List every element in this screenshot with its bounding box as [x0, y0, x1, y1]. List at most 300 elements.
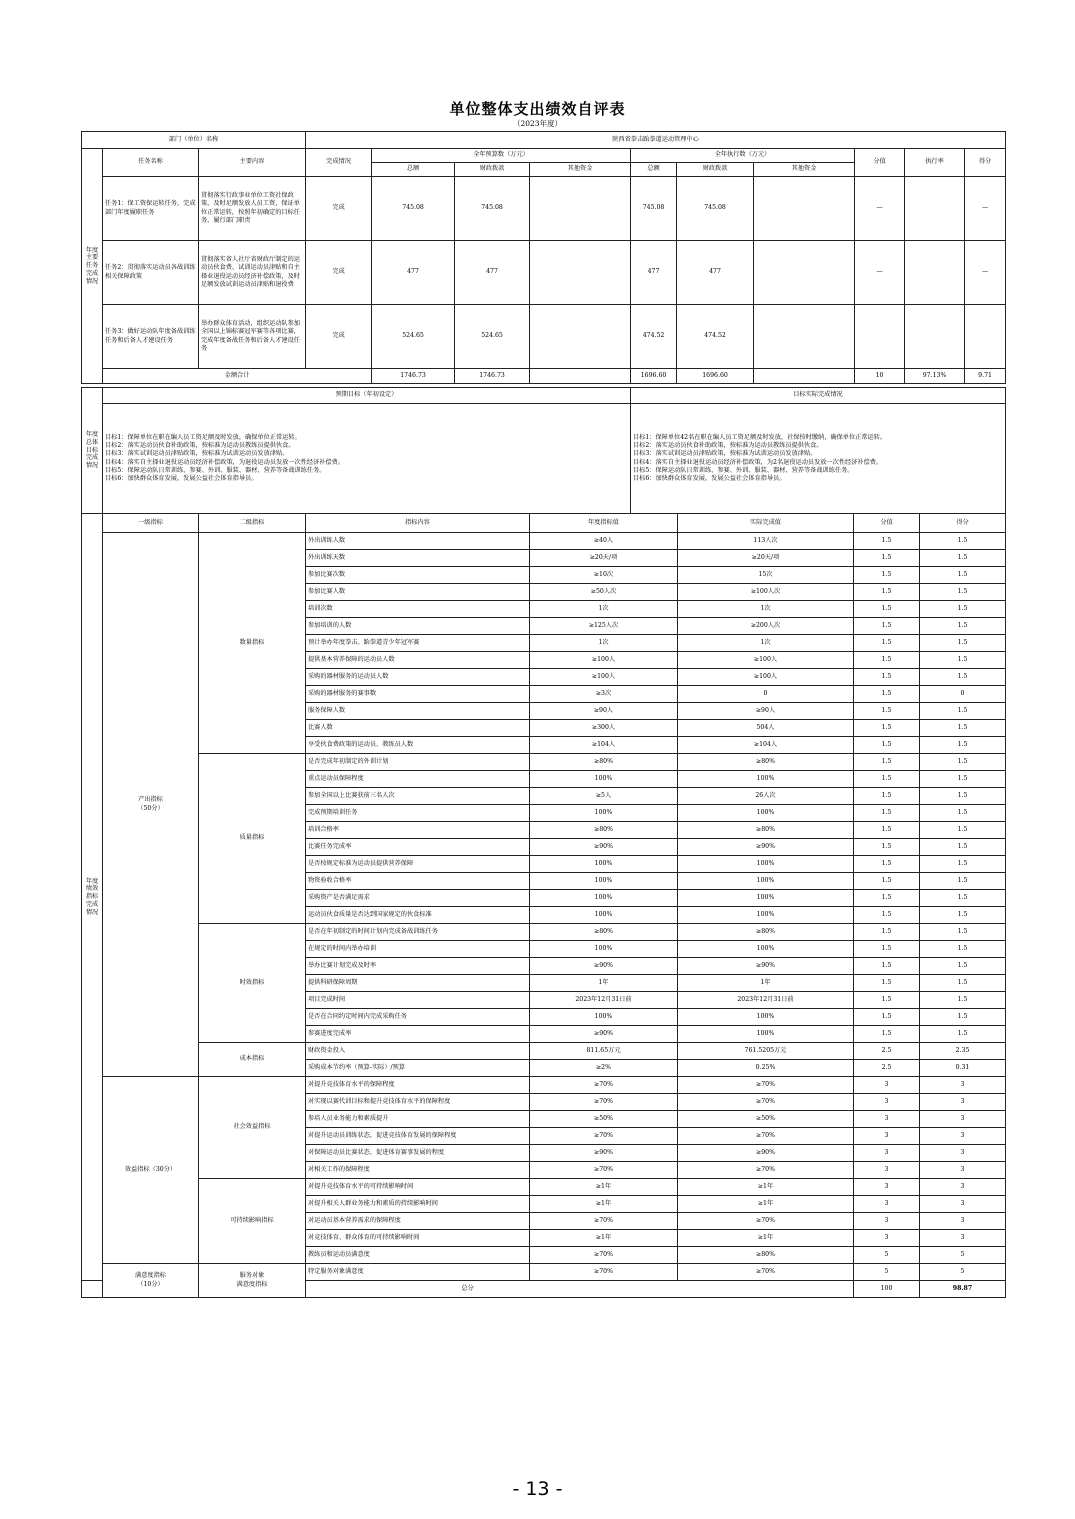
indicator-score: 3 — [920, 1128, 1006, 1145]
indicator-actual: ≥20天/项 — [678, 550, 854, 567]
indicator-actual: 1年 — [678, 975, 854, 992]
indicator-actual: ≥200人次 — [678, 618, 854, 635]
indicator-actual: ≥80% — [678, 924, 854, 941]
amount-total-label: 金额合计 — [103, 369, 372, 384]
task-status: 完成 — [306, 241, 372, 305]
indicator-weight: 1.5 — [854, 941, 920, 958]
indicator-weight: 1.5 — [854, 635, 920, 652]
indicator-score: 1.5 — [920, 601, 1006, 618]
task-score: — — [965, 241, 1006, 305]
indicator-score: 3 — [920, 1111, 1006, 1128]
indicator-content: 提供基本营养保障的运动员人数 — [306, 652, 530, 669]
indicator-score: 1.5 — [920, 992, 1006, 1009]
indicator-target: ≥70% — [530, 1247, 678, 1264]
indicator-score: 3 — [920, 1094, 1006, 1111]
task-exec-total: 745.08 — [631, 177, 677, 241]
amount-budget-fiscal: 1746.73 — [455, 369, 530, 384]
task-content: 贯彻落实行政事业单位工资社保政策，及时足额发放人员工资，保证单位正常运转，按照年初确定的目标任务，履行部门职责 — [199, 177, 306, 241]
indicator-content: 预计举办年度拳击、跆拳道青少年冠军赛 — [306, 635, 530, 652]
indicator-weight: 1.5 — [854, 737, 920, 754]
indicator-content: 参加全国以上比赛获前三名人次 — [306, 788, 530, 805]
indicator-content: 采购的器材服务的运动员人数 — [306, 669, 530, 686]
indicator-weight: 1.5 — [854, 856, 920, 873]
indicator-weight: 1.5 — [854, 618, 920, 635]
indicator-actual: ≥70% — [678, 1094, 854, 1111]
document-year: （2023年度） — [512, 119, 563, 128]
indicator-content: 参赛进度完成率 — [306, 1026, 530, 1043]
indicator-actual: 761.5205万元 — [678, 1043, 854, 1060]
task-name: 任务1：保工资保运转任务，完成部门年度履职任务 — [103, 177, 199, 241]
indicator-target: ≥100人 — [530, 652, 678, 669]
indicator-content: 享受伙食费政策的运动员、教练员人数 — [306, 737, 530, 754]
header-budget-other: 其他资金 — [530, 163, 631, 177]
task-score — [965, 305, 1006, 369]
task-content: 贯彻落实省人社厅省财政厅制定的运动员伙食费、试训运动员津贴和自主择业退役运动员经济补偿政策，及时足额发放试训运动员津贴和退役费 — [199, 241, 306, 305]
amount-weight: 10 — [855, 369, 905, 384]
indicator-target: 100% — [530, 941, 678, 958]
task-exec-other — [754, 177, 855, 241]
indicator-target: 811.65万元 — [530, 1043, 678, 1060]
indicator-row — [82, 533, 1006, 550]
task-name: 任务3：做好运动队年度备战训练任务和后备人才建设任务 — [103, 305, 199, 369]
indicator-actual: ≥90% — [678, 958, 854, 975]
tasks-table — [81, 131, 1006, 384]
indicator-weight: 1.5 — [854, 890, 920, 907]
amount-exec-other — [754, 369, 855, 384]
indicator-weight: 1.5 — [854, 805, 920, 822]
indicator-target: ≥5人 — [530, 788, 678, 805]
indicator-score: 1.5 — [920, 924, 1006, 941]
amount-budget-total: 1746.73 — [372, 369, 455, 384]
indicator-score: 1.5 — [920, 1009, 1006, 1026]
level2-timeliness: 时效指标 — [199, 924, 306, 1043]
document-title: 单位整体支出绩效自评表 — [449, 100, 626, 118]
task-exec-other — [754, 305, 855, 369]
level2-sustain: 可持续影响指标 — [199, 1179, 306, 1264]
amount-exec-fiscal: 1696.60 — [677, 369, 754, 384]
indicator-actual: 100% — [678, 805, 854, 822]
indicator-target: ≥70% — [530, 1128, 678, 1145]
level1-output: 产出指标 （50分） — [103, 533, 199, 1077]
indicator-actual: 100% — [678, 941, 854, 958]
indicator-weight: 1.5 — [854, 567, 920, 584]
indicator-score: 1.5 — [920, 737, 1006, 754]
indicator-weight: 3 — [854, 1077, 920, 1094]
indicator-score: 1.5 — [920, 567, 1006, 584]
indicator-score: 1.5 — [920, 533, 1006, 550]
indicator-content: 对竞技体育、群众体育的可持续影响时间 — [306, 1230, 530, 1247]
indicator-target: ≥90% — [530, 1145, 678, 1162]
header-exec-fiscal: 财政拨款 — [677, 163, 754, 177]
indicator-content: 物资验收合格率 — [306, 873, 530, 890]
indicator-score: 3 — [920, 1179, 1006, 1196]
task-score: — — [965, 177, 1006, 241]
header-budget-total: 总额 — [372, 163, 455, 177]
goals-expected-text: 目标1：保障单位在职在编人员工资足额及时发放，确保单位正常运转。 目标2：落实运动员伙食补助政策，按标准为运动员教练员提供伙食。 目标3：落实试训运动员津贴政策，按标准为试训运动员发放津贴。 目标4：落实自主择业退役运动员经济补偿政策，为退役运动员发放一次性经济补偿费。 目标5：保障运动队日常训练、参赛、外训、服装、器材、营养等备战训练任务。 目标6：加快群众体育发展，发展公益社会体育指导员。 — [103, 404, 631, 514]
level2-service: 服务对象 满意度指标 — [199, 1264, 306, 1298]
level1-benefit: 效益指标（30分） — [103, 1077, 199, 1264]
header-exec: 全年执行数（万元） — [631, 149, 855, 163]
level2-quality: 质量指标 — [199, 754, 306, 924]
indicator-content: 运动员伙食质量是否达到国家规定的伙食标准 — [306, 907, 530, 924]
indicator-target: 100% — [530, 873, 678, 890]
header-exec-other: 其他资金 — [754, 163, 855, 177]
indicator-target: ≥80% — [530, 924, 678, 941]
indicator-score: 1.5 — [920, 584, 1006, 601]
header-task-content: 主要内容 — [199, 149, 306, 177]
ind-header-score: 得分 — [920, 514, 1006, 533]
indicator-weight: 5 — [854, 1247, 920, 1264]
task-budget-total: 745.08 — [372, 177, 455, 241]
indicator-weight: 1.5 — [854, 924, 920, 941]
indicator-content: 对实现以赛代训目标和提升竞技体育水平的保障程度 — [306, 1094, 530, 1111]
indicator-score: 1.5 — [920, 788, 1006, 805]
total-weight: 100 — [854, 1281, 920, 1298]
indicator-weight: 3 — [854, 1162, 920, 1179]
amount-score: 9.71 — [965, 369, 1006, 384]
task-rate — [905, 177, 965, 241]
indicator-weight: 1.5 — [854, 958, 920, 975]
header-budget-fiscal: 财政拨款 — [455, 163, 530, 177]
task-exec-fiscal: 474.52 — [677, 305, 754, 369]
indicator-score: 3 — [920, 1077, 1006, 1094]
indicator-content: 比赛任务完成率 — [306, 839, 530, 856]
indicator-target: ≥1年 — [530, 1230, 678, 1247]
indicator-score: 1.5 — [920, 873, 1006, 890]
indicator-target: ≥50人次 — [530, 584, 678, 601]
indicator-target: ≥90人 — [530, 703, 678, 720]
task-weight: — — [855, 177, 905, 241]
indicator-score: 1.5 — [920, 839, 1006, 856]
indicator-weight: 1.5 — [854, 839, 920, 856]
header-score: 得分 — [965, 149, 1006, 177]
indicator-actual: 1次 — [678, 601, 854, 618]
indicator-target: 100% — [530, 771, 678, 788]
unit-name: 陕西省拳击跆拳道运动管理中心 — [306, 132, 1006, 149]
indicator-actual: 2023年12月31日前 — [678, 992, 854, 1009]
indicator-score: 3 — [920, 1145, 1006, 1162]
task-weight — [855, 305, 905, 369]
goals-actual-text: 目标1：保障单位42名在职在编人员工资足额及时发放，社保按时缴纳，确保单位正常运转。 目标2：落实运动员伙食补助政策，按标准为运动员教练员提供伙食。 目标3：落实试训运动员津贴政策，按标准为试训运动员发放津贴。 目标4：落实自主择业退役运动员经济补偿政策，为2名退役运动员发放一次性经济补偿费。 目标5：保障运动队日常训练、参赛、外训、服装、器材、营养等备战训练任务。 目标6：加快群众体育发展，发展公益社会体育指导员。 — [631, 404, 1006, 514]
indicator-target: 1次 — [530, 635, 678, 652]
indicator-weight: 3 — [854, 1111, 920, 1128]
indicator-actual: 0 — [678, 686, 854, 703]
indicator-actual: 15次 — [678, 567, 854, 584]
indicator-actual: ≥104人 — [678, 737, 854, 754]
task-budget-total: 477 — [372, 241, 455, 305]
section-tasks-label: 年度 主要 任务 完成 情况 — [82, 149, 103, 384]
indicator-score: 1.5 — [920, 618, 1006, 635]
indicator-target: 1年 — [530, 975, 678, 992]
indicator-content: 对运动员基本营养需求的保障程度 — [306, 1213, 530, 1230]
indicator-score: 1.5 — [920, 720, 1006, 737]
ind-header-l2: 二级指标 — [199, 514, 306, 533]
indicator-target: ≥70% — [530, 1077, 678, 1094]
indicator-row — [82, 924, 1006, 941]
indicator-score: 5 — [920, 1264, 1006, 1281]
indicator-weight: 1.5 — [854, 992, 920, 1009]
task-row — [82, 305, 1006, 369]
indicator-actual: ≥70% — [678, 1162, 854, 1179]
indicator-actual: ≥70% — [678, 1213, 854, 1230]
indicator-actual: ≥70% — [678, 1077, 854, 1094]
goals-actual-header: 目标实际完成情况 — [631, 388, 1006, 404]
indicator-target: ≥104人 — [530, 737, 678, 754]
indicator-actual: 1次 — [678, 635, 854, 652]
indicator-weight: 1.5 — [854, 703, 920, 720]
indicator-target: 100% — [530, 856, 678, 873]
indicator-target: ≥90% — [530, 958, 678, 975]
unit-label: 部门（单位）名称 — [82, 132, 306, 149]
indicator-actual: 100% — [678, 1009, 854, 1026]
indicator-score: 1.5 — [920, 907, 1006, 924]
task-weight: — — [855, 241, 905, 305]
total-label: 总分 — [82, 1281, 854, 1298]
task-exec-total: 477 — [631, 241, 677, 305]
indicator-target: ≥10次 — [530, 567, 678, 584]
indicator-target: ≥3次 — [530, 686, 678, 703]
indicator-actual: ≥70% — [678, 1128, 854, 1145]
indicator-target: 100% — [530, 907, 678, 924]
indicator-row — [82, 754, 1006, 771]
indicator-target: ≥300人 — [530, 720, 678, 737]
section-indicators-label: 年度 绩效 指标 完成 情况 — [82, 514, 103, 1281]
indicator-content: 提供科研保障周期 — [306, 975, 530, 992]
indicator-content: 对提升相关人群业务能力和素质的持续影响时间 — [306, 1196, 530, 1213]
indicators-table — [81, 513, 1006, 1298]
indicator-content: 参培人员业务能力和素质提升 — [306, 1111, 530, 1128]
indicator-score: 3 — [920, 1213, 1006, 1230]
indicator-actual: ≥100人 — [678, 669, 854, 686]
indicator-score: 0.31 — [920, 1060, 1006, 1077]
indicator-target: 2023年12月31日前 — [530, 992, 678, 1009]
indicator-content: 培训合格率 — [306, 822, 530, 839]
level2-social: 社会效益指标 — [199, 1077, 306, 1179]
header-budget: 全年预算数（万元） — [372, 149, 631, 163]
indicator-target: ≥80% — [530, 822, 678, 839]
indicator-score: 1.5 — [920, 822, 1006, 839]
indicator-actual: ≥1年 — [678, 1196, 854, 1213]
indicator-score: 1.5 — [920, 652, 1006, 669]
indicator-score: 1.5 — [920, 958, 1006, 975]
indicator-actual: ≥50% — [678, 1111, 854, 1128]
indicator-weight: 2.5 — [854, 1060, 920, 1077]
page-number: - 13 - — [512, 1478, 563, 1500]
indicator-weight: 1.5 — [854, 771, 920, 788]
indicator-score: 1.5 — [920, 550, 1006, 567]
indicator-actual: 113人次 — [678, 533, 854, 550]
indicator-row — [82, 1264, 1006, 1281]
task-row — [82, 177, 1006, 241]
indicator-weight: 1.5 — [854, 686, 920, 703]
goals-table — [81, 387, 1006, 514]
indicator-content: 采购成本节约率（预算-实际）/预算 — [306, 1060, 530, 1077]
header-exec-total: 总额 — [631, 163, 677, 177]
indicator-target: ≥2% — [530, 1060, 678, 1077]
indicator-actual: ≥1年 — [678, 1230, 854, 1247]
indicator-target: ≥70% — [530, 1162, 678, 1179]
indicator-score: 1.5 — [920, 669, 1006, 686]
indicator-score: 0 — [920, 686, 1006, 703]
task-row — [82, 241, 1006, 305]
ind-header-target: 年度指标值 — [530, 514, 678, 533]
indicator-content: 是否按规定标准为运动员提供营养保障 — [306, 856, 530, 873]
indicator-content: 重点运动员保障程度 — [306, 771, 530, 788]
indicator-score: 2.35 — [920, 1043, 1006, 1060]
indicator-actual: 26人次 — [678, 788, 854, 805]
amount-exec-total: 1696.60 — [631, 369, 677, 384]
indicator-weight: 1.5 — [854, 601, 920, 618]
indicator-score: 1.5 — [920, 975, 1006, 992]
indicator-weight: 3 — [854, 1179, 920, 1196]
task-budget-total: 524.65 — [372, 305, 455, 369]
indicator-row — [82, 1077, 1006, 1094]
indicator-score: 3 — [920, 1196, 1006, 1213]
level2-cost: 成本指标 — [199, 1043, 306, 1077]
header-task-status: 完成情况 — [306, 149, 372, 177]
indicator-weight: 1.5 — [854, 669, 920, 686]
indicator-score: 1.5 — [920, 771, 1006, 788]
indicator-content: 采购资产是否满足需求 — [306, 890, 530, 907]
indicator-row — [82, 1043, 1006, 1060]
task-rate — [905, 241, 965, 305]
indicator-content: 是否在年初制定的时间计划内完成备战训练任务 — [306, 924, 530, 941]
indicator-weight: 3 — [854, 1196, 920, 1213]
indicator-weight: 1.5 — [854, 1026, 920, 1043]
indicator-score: 5 — [920, 1247, 1006, 1264]
indicator-actual: 100% — [678, 856, 854, 873]
indicator-content: 外出训练天数 — [306, 550, 530, 567]
indicator-score: 1.5 — [920, 856, 1006, 873]
indicator-weight: 3 — [854, 1128, 920, 1145]
indicator-content: 比赛人数 — [306, 720, 530, 737]
indicator-actual: 504人 — [678, 720, 854, 737]
amount-budget-other — [530, 369, 631, 384]
indicator-content: 对相关工作的保障程度 — [306, 1162, 530, 1179]
indicator-weight: 1.5 — [854, 584, 920, 601]
indicator-weight: 1.5 — [854, 754, 920, 771]
indicator-content: 特定服务对象满意度 — [306, 1264, 530, 1281]
indicator-actual: 100% — [678, 890, 854, 907]
indicator-actual: ≥1年 — [678, 1179, 854, 1196]
indicator-weight: 3 — [854, 1213, 920, 1230]
indicator-target: 100% — [530, 890, 678, 907]
header-weight: 分值 — [855, 149, 905, 177]
indicator-content: 举办比赛计划完成及时率 — [306, 958, 530, 975]
indicator-score: 3 — [920, 1230, 1006, 1247]
ind-header-weight: 分值 — [854, 514, 920, 533]
indicator-weight: 2.5 — [854, 1043, 920, 1060]
indicator-actual: 0.25% — [678, 1060, 854, 1077]
task-status: 完成 — [306, 177, 372, 241]
indicator-actual: ≥100人次 — [678, 584, 854, 601]
indicator-actual: ≥90% — [678, 1145, 854, 1162]
indicator-weight: 3 — [854, 1230, 920, 1247]
indicator-row — [82, 1179, 1006, 1196]
indicator-content: 项目完成时间 — [306, 992, 530, 1009]
indicator-content: 是否完成年初制定的外训计划 — [306, 754, 530, 771]
indicator-content: 是否在合同约定时间内完成采购任务 — [306, 1009, 530, 1026]
goals-expected-header: 预期目标（年初设定） — [103, 388, 631, 404]
indicator-target: ≥80% — [530, 754, 678, 771]
indicator-content: 服务保障人数 — [306, 703, 530, 720]
indicator-target: ≥100人 — [530, 669, 678, 686]
indicator-actual: ≥80% — [678, 754, 854, 771]
header-task-name: 任务名称 — [103, 149, 199, 177]
indicator-target: ≥20天/项 — [530, 550, 678, 567]
indicator-content: 完成预期培训任务 — [306, 805, 530, 822]
indicator-score: 1.5 — [920, 635, 1006, 652]
indicator-score: 1.5 — [920, 890, 1006, 907]
indicator-actual: ≥70% — [678, 1264, 854, 1281]
section-goals-label: 年度 总体 目标 完成 情况 — [82, 388, 103, 514]
level1-satisfaction: 满意度指标 （10分） — [103, 1264, 199, 1298]
task-budget-other — [530, 241, 631, 305]
task-budget-fiscal: 524.65 — [455, 305, 530, 369]
indicator-weight: 1.5 — [854, 1009, 920, 1026]
indicator-actual: ≥80% — [678, 1247, 854, 1264]
task-budget-fiscal: 745.08 — [455, 177, 530, 241]
indicator-target: 100% — [530, 805, 678, 822]
indicator-actual: 100% — [678, 771, 854, 788]
task-status: 完成 — [306, 305, 372, 369]
indicator-actual: ≥90% — [678, 839, 854, 856]
ind-header-actual: 实际完成值 — [678, 514, 854, 533]
task-exec-other — [754, 241, 855, 305]
indicator-score: 1.5 — [920, 941, 1006, 958]
indicator-actual: ≥90人 — [678, 703, 854, 720]
indicator-weight: 1.5 — [854, 873, 920, 890]
amount-total-row — [82, 369, 1006, 384]
indicator-weight: 3 — [854, 1145, 920, 1162]
task-content: 举办群众体育活动，组织运动队参加全国以上锦标赛冠军赛等各项比赛，完成年度备战任务和后备人才建设任务 — [199, 305, 306, 369]
indicator-content: 对提升运动员训练状态，促进竞技体育发展的保障程度 — [306, 1128, 530, 1145]
indicator-actual: 100% — [678, 1026, 854, 1043]
indicator-content: 参加比赛人数 — [306, 584, 530, 601]
indicator-weight: 1.5 — [854, 720, 920, 737]
indicator-content: 参加比赛次数 — [306, 567, 530, 584]
total-row — [82, 1281, 1006, 1298]
indicator-weight: 5 — [854, 1264, 920, 1281]
indicator-weight: 1.5 — [854, 652, 920, 669]
task-rate — [905, 305, 965, 369]
indicator-content: 财政资金投入 — [306, 1043, 530, 1060]
task-budget-other — [530, 177, 631, 241]
indicator-target: ≥70% — [530, 1264, 678, 1281]
indicator-target: ≥1年 — [530, 1196, 678, 1213]
indicator-weight: 1.5 — [854, 550, 920, 567]
task-exec-total: 474.52 — [631, 305, 677, 369]
indicator-target: ≥1年 — [530, 1179, 678, 1196]
task-exec-fiscal: 745.08 — [677, 177, 754, 241]
indicator-target: ≥125人次 — [530, 618, 678, 635]
indicator-content: 在规定的时间内举办培训 — [306, 941, 530, 958]
total-score: 98.87 — [920, 1281, 1006, 1298]
indicator-target: ≥70% — [530, 1213, 678, 1230]
indicator-weight: 1.5 — [854, 975, 920, 992]
ind-header-l1: 一级指标 — [103, 514, 199, 533]
indicator-weight: 1.5 — [854, 533, 920, 550]
indicator-content: 参加培训的人数 — [306, 618, 530, 635]
indicator-content: 对提升竞技体育水平的可持续影响时间 — [306, 1179, 530, 1196]
indicator-actual: ≥80% — [678, 822, 854, 839]
indicator-content: 培训次数 — [306, 601, 530, 618]
indicator-score: 1.5 — [920, 754, 1006, 771]
task-exec-fiscal: 477 — [677, 241, 754, 305]
indicator-content: 对保障运动员比赛状态，促进体育赛事发展的程度 — [306, 1145, 530, 1162]
indicator-target: ≥90% — [530, 1026, 678, 1043]
indicator-target: ≥40人 — [530, 533, 678, 550]
